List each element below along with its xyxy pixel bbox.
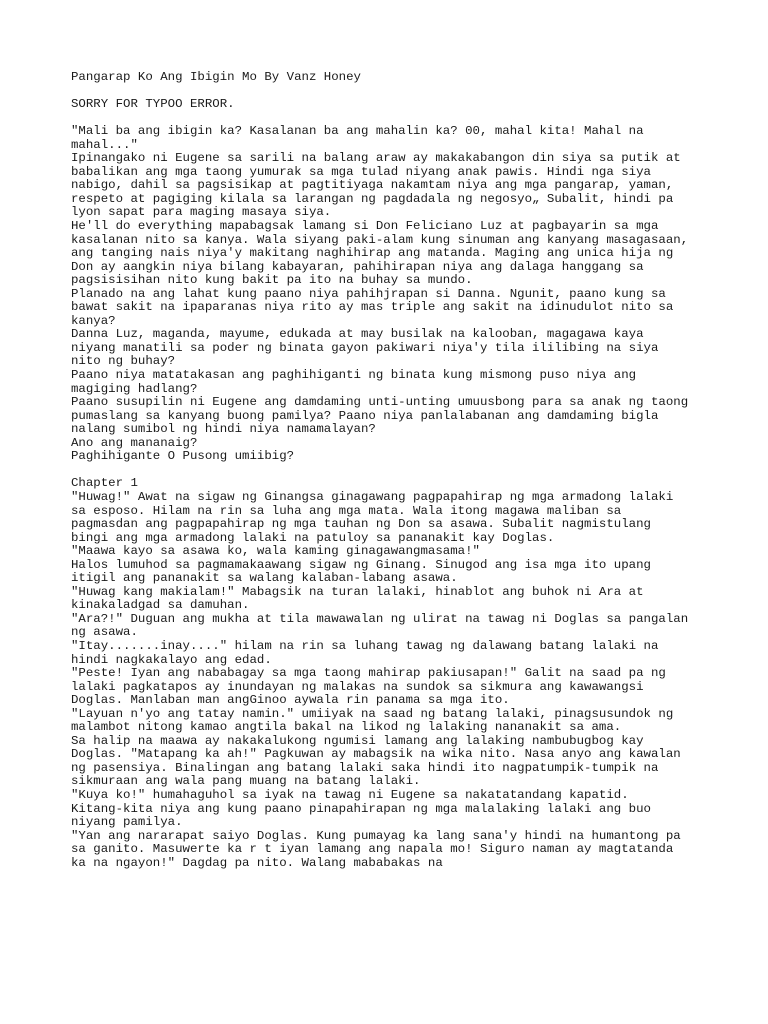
text-line: "Huwag kang makialam!" Mabagsik na turan lalaki, hinablot ang buhok ni Ara at xyxy=(71,584,644,599)
text-line: niyang pamilya. xyxy=(71,815,183,830)
text-line: "Itay.......inay...." hilam na rin sa luhang tawag ng dalawang batang lalaki na xyxy=(71,638,659,653)
text-line: malambot nitong kamao angtila bakal na likod ng lalaking nananakit sa ama. xyxy=(71,720,622,735)
blank-line xyxy=(71,85,731,99)
text-line: pagsisisihan nito kung bakit pa ito na buhay sa mundo. xyxy=(71,273,473,288)
text-line: mahal..." xyxy=(71,137,138,152)
text-line: Doglas. Manlaban man angGinoo aywala rin panama sa mga ito. xyxy=(71,693,510,708)
text-line: Ano ang mananaig? xyxy=(71,435,198,450)
text-line: "Maawa kayo sa asawa ko, wala kaming ginagawangmasama!" xyxy=(71,544,480,559)
text-line: "Ara?!" Duguan ang mukha at tila mawawalan ng ulirat na tawag ni Doglas sa pangalan xyxy=(71,611,689,626)
text-line: Sa halip na maawa ay nakakalukong ngumisi lamang ang lalaking nambubugbog kay xyxy=(71,733,644,748)
text-line: "Huwag!" Awat na sigaw ng Ginangsa ginagawang pagpapahirap ng mga armadong lalaki xyxy=(71,489,674,504)
text-line: Halos lumuhod sa pagmamakaawang sigaw ng Ginang. Sinugod ang isa mga ito upang xyxy=(71,557,651,572)
text-line: pagmasdan ang pagpapahirap ng mga tauhan ng Don sa asawa. Subalit nagmistulang xyxy=(71,517,651,532)
text-line: Paano niya matatakasan ang paghihiganti ng binata kung mismong puso niya ang xyxy=(71,368,637,383)
text-line: itigil ang pananakit sa walang kalaban-labang asawa. xyxy=(71,571,458,586)
text-line: Doglas. "Matapang ka ah!" Pagkuwan ay mabagsik na wika nito. Nasa anyo ang kawalan xyxy=(71,747,681,762)
text-line: Kitang-kita niya ang kung paano pinapahirapan ng mga malalaking lalaki ang buo xyxy=(71,801,651,816)
text-line: SORRY FOR TYPOO ERROR. xyxy=(71,97,235,112)
text-line: sa esposo. Hilam na rin sa luha ang mga mata. Wala itong magawa maliban sa xyxy=(71,503,622,518)
document-text xyxy=(71,71,731,870)
text-line: bingi ang mga armadong lalaki na patuloy sa pananakit kay Doglas. xyxy=(71,530,555,545)
text-line: bawat sakit na ipaparanas niya rito ay mas triple ang sakit na idinudulot nito sa xyxy=(71,300,674,315)
blank-line xyxy=(71,464,731,478)
text-line: hindi nagkakalayo ang edad. xyxy=(71,652,272,667)
text-line: nito ng buhay? xyxy=(71,354,176,369)
text-line: ng pasensiya. Binalingan ang batang lalaki saka hindi ito nagpatumpik-tumpik na xyxy=(71,760,659,775)
text-line: Paghihigante O Pusong umiibig? xyxy=(71,449,295,464)
text-line: niyang manatili sa poder ng binata gayon pakiwari niya'y tila ililibing na siya xyxy=(71,340,659,355)
text-line: nabigo, dahil sa pagsisikap at pagtitiyaga nakamtam niya ang mga pangarap, yaman, xyxy=(71,178,674,193)
text-line: Paano susupilin ni Eugene ang damdaming unti-unting umuusbong para sa anak ng taong xyxy=(71,395,689,410)
blank-line xyxy=(71,112,731,126)
text-line: ang tanging nais niya'y makitang naghihirap ang matanda. Maging ang unica hija ng xyxy=(71,246,674,261)
text-line: "Mali ba ang ibigin ka? Kasalanan ba ang mahalin ka? 00, mahal kita! Mahal na xyxy=(71,124,644,139)
text-line: "Kuya ko!" humahaguhol sa iyak na tawag ni Eugene sa nakatatandang kapatid. xyxy=(71,787,629,802)
text-line: pumaslang sa kanyang buong pamilya? Paano niya panlalabanan ang damdaming bigla xyxy=(71,408,659,423)
text-line: respeto at pagiging kilala sa larangan ng pagdadala ng negosyo„ Subalit, hindi pa xyxy=(71,191,674,206)
text-line: "Yan ang nararapat saiyo Doglas. Kung pumayag ka lang sana'y hindi na humantong pa xyxy=(71,828,681,843)
text-line: "Peste! Iyan ang nababagay sa mga taong mahirap pakiusapan!" Galit na saad pa ng xyxy=(71,666,666,681)
text-line: Planado na ang lahat kung paano niya pahihjrapan si Danna. Ngunit, paano kung sa xyxy=(71,286,666,301)
text-line: kinakaladgad sa damuhan. xyxy=(71,598,250,613)
text-line: Danna Luz, maganda, mayume, edukada at may busilak na kalooban, magagawa kaya xyxy=(71,327,644,342)
text-line: babalikan ang mga taong yumurak sa mga tulad niyang anak pawis. Hindi nga siya xyxy=(71,164,651,179)
text-line: sikmuraan ang wala pang muang na batang lalaki. xyxy=(71,774,421,789)
text-line: "Layuan n'yo ang tatay namin." umiiyak na saad ng batang lalaki, pinagsusundok ng xyxy=(71,706,674,721)
text-line: Pangarap Ko Ang Ibigin Mo By Vanz Honey xyxy=(71,70,361,84)
text-line: He'll do everything mapabagsak lamang si Don Feliciano Luz at pagbayarin sa mga xyxy=(71,219,659,234)
text-line: Don ay aangkin niya bilang kabayaran, pahihirapan niya ang dalaga hanggang sa xyxy=(71,259,644,274)
text-line: Ipinangako ni Eugene sa sarili na balang araw ay makakabangon din siya sa putik at xyxy=(71,151,681,166)
text-line: lyon sapat para maging masaya siya. xyxy=(71,205,332,220)
text-line: ka na ngayon!" Dagdag pa nito. Walang mababakas na xyxy=(71,855,443,870)
text-line: ng asawa. xyxy=(71,625,138,640)
text-line: sa ganito. Masuwerte ka r t iyan lamang ang napala mo! Siguro naman ay magtatanda xyxy=(71,842,674,857)
text-line: Chapter 1 xyxy=(71,476,138,491)
text-line: kasalanan nito sa kanya. Wala siyang paki-alam kung sinuman ang kanyang masagasaan, xyxy=(71,232,689,247)
text-line: nalang sumibol ng hindi niya namamalayan? xyxy=(71,422,376,437)
text-line: kanya? xyxy=(71,313,116,328)
text-line: lalaki pagkatapos ay inundayan ng malakas na sundok sa sikmura ang kawawangsi xyxy=(71,679,644,694)
text-line: magiging hadlang? xyxy=(71,381,198,396)
